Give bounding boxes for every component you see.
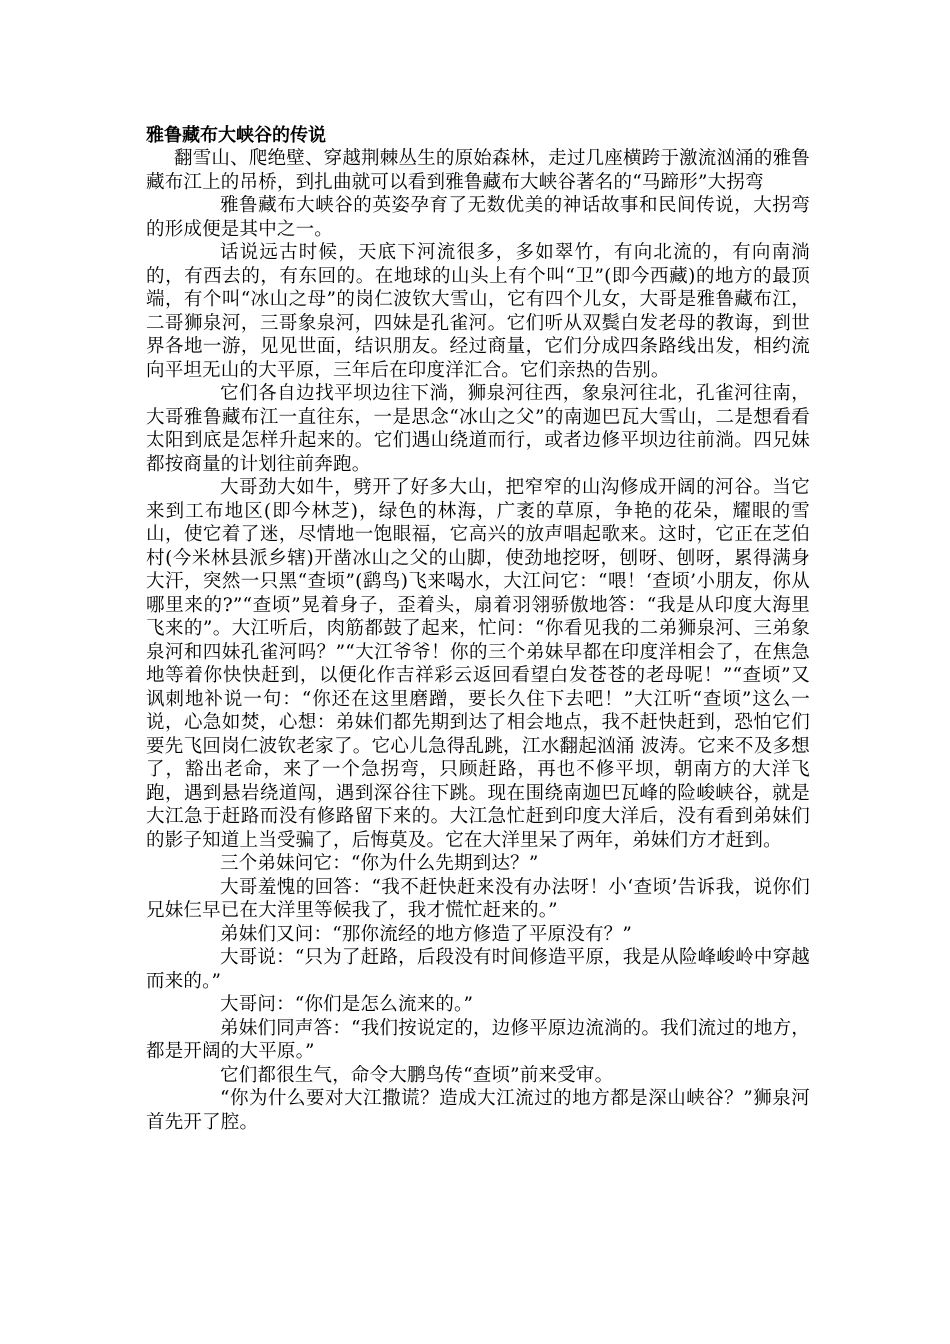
paragraph: 话说远古时候，天底下河流很多，多如翠竹，有向北流的，有向南淌的，有西去的，有东回的。在地球的山头上有个叫“卫”(即今西藏)的地方的最顶端，有个叫“冰山之母”的岗仁波钦大雪山，它有四个儿女，大哥是雅鲁藏布江，二哥狮泉河，三哥象泉河，四妹是孔雀河。它们听从双鬓白发老母的教诲，到世界各地一游，见见世面，结识朋友。经过商量，它们分成四条路线出发，相约流向平坦无山的大平原，三年后在印度洋汇合。它们亲热的告别。 (146, 242, 810, 381)
document-page (146, 124, 810, 1134)
paragraph: 大哥劲大如牛，劈开了好多大山，把窄窄的山沟修成开阔的河谷。当它来到工布地区(即今林芝)，绿色的林海，广袤的草原，争艳的花朵，耀眼的雪山，使它着了迷，尽情地一饱眼福，它高兴的放声唱起歌来。这时，它正在芝伯村(今米林县派乡辖)开凿冰山之父的山脚，使劲地挖呀，刨呀、刨呀，累得满身大汗，突然一只黑“查顷”(鹞鸟)飞来喝水，大江问它：“喂！‘查顷’小朋友，你从哪里来的?”“查顷”晃着身子，歪着头，扇着羽翎骄傲地答：“我是从印度大海里飞来的”。大江听后，肉筋都鼓了起来，忙问：“你看见我的二弟狮泉河、三弟象泉河和四妹孔雀河吗？”“大江爷爷！你的三个弟妹早都在印度洋相会了，在焦急地等着你快快赶到，以便化作吉祥彩云返回看望白发苍苍的老母呢！”“查顷”又讽刺地补说一句：“你还在这里磨蹭，要长久住下去吧！”大江听“查顷”这么一说，心急如焚，心想：弟妹们都先期到达了相会地点，我不赶快赶到，恐怕它们要先飞回岗仁波钦老家了。它心儿急得乱跳，江水翻起汹涌 波涛。它来不及多想了，豁出老命，来了一个急拐弯，只顾赶路，再也不修平坝，朝南方的大洋飞跑，遇到悬岩绕道闯，遇到深谷往下跳。现在围绕南迦巴瓦峰的险峻峡谷，就是大江急于赶路而没有修路留下来的。大江急忙赶到印度大洋后，没有看到弟妹们的影子知道上当受骗了，后悔莫及。它在大洋里呆了两年，弟妹们方才赶到。 (146, 477, 810, 851)
paragraph: 它们都很生气，命令大鹏鸟传“查顷”前来受审。 (220, 1064, 614, 1086)
paragraph: 大哥问：“你们是怎么流来的。” (220, 994, 474, 1015)
paragraph: 弟妹们同声答：“我们按说定的，边修平原边流淌的。我们流过的地方，都是开阔的大平原。” (146, 1017, 810, 1062)
paragraph: 大哥说：“只为了赶路，后段没有时间修造平原，我是从险峰峻岭中穿越而来的。” (146, 947, 810, 992)
document-title: 雅鲁藏布大峡谷的传说 (146, 125, 326, 146)
paragraph: 三个弟妹问它：“你为什么先期到达？” (220, 853, 539, 874)
paragraph: 它们各自边找平坝边往下淌，狮泉河往西，象泉河往北，孔雀河往南，大哥雅鲁藏布江一直往东，一是思念“冰山之父”的南迦巴瓦大雪山，二是想看看太阳到底是怎样升起来的。它们遇山绕道而行，或者边修平坝边往前淌。四兄妹都按商量的计划往前奔跑。 (146, 383, 810, 475)
paragraph: 大哥羞愧的回答：“我不赶快赶来没有办法呀！小‘查顷’告诉我，说你们兄妹仨早已在大洋里等候我了，我才慌忙赶来的。” (146, 876, 810, 921)
paragraph: 雅鲁藏布大峡谷的英姿孕育了无数优美的神话故事和民间传说，大拐弯的形成便是其中之一。 (146, 195, 810, 240)
paragraph-intro: 翻雪山、爬绝壁、穿越荆棘丛生的原始森林，走过几座横跨于激流汹涌的雅鲁藏布江上的吊桥，到扎曲就可以看到雅鲁藏布大峡谷著名的“马蹄形”大拐弯 (146, 148, 810, 193)
paragraph: “你为什么要对大江撒谎？造成大江流过的地方都是深山峡谷？”狮泉河首先开了腔。 (146, 1088, 810, 1133)
paragraph: 弟妹们又问：“那你流经的地方修造了平原没有？” (220, 923, 633, 945)
